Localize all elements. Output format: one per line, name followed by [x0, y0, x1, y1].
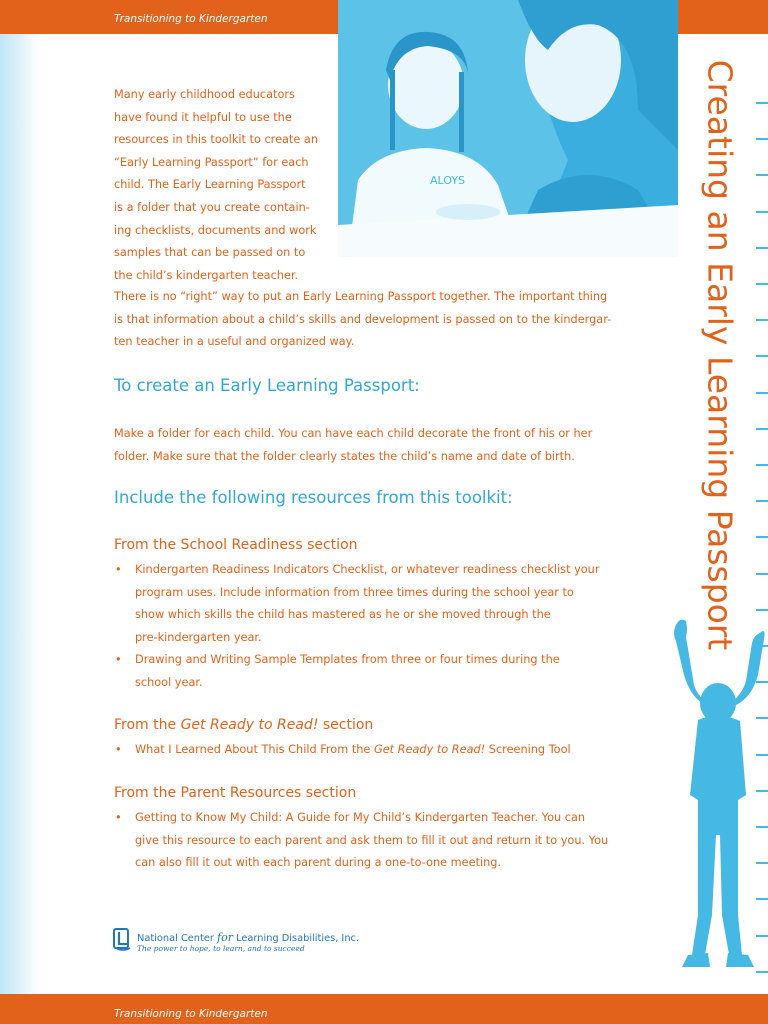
- side-title: Creating an Early Learning Passport: [700, 59, 740, 651]
- ncld-logo: [113, 926, 413, 956]
- parent-resources-list: [114, 807, 644, 875]
- text-line: the child’s kindergarten teacher.: [114, 268, 299, 282]
- text-line: school year.: [135, 675, 203, 689]
- get-ready-item-prefix: What I Learned About This Child From the: [135, 743, 374, 756]
- text-line: samples that can be passed on to: [114, 246, 306, 260]
- ruler-tick: [756, 283, 768, 285]
- ruler-tick: [756, 428, 768, 430]
- ruler-tick: [756, 138, 768, 140]
- list-item: [114, 807, 644, 875]
- text-line: show which skills the child has mastered as he or she moved through the: [135, 608, 551, 622]
- ruler-tick: [756, 102, 768, 104]
- ruler-tick: [756, 174, 768, 176]
- text-line: pre-kindergarten year.: [135, 630, 262, 644]
- ruler-tick: [756, 247, 768, 249]
- get-ready-heading: [114, 717, 373, 733]
- text-line: resources in this toolkit to create an: [114, 133, 318, 147]
- header-band-right: [678, 0, 768, 34]
- text-line: program uses. Include information from three times during the school year to: [135, 585, 574, 599]
- ncld-name: [137, 931, 359, 944]
- ruler-tick: [756, 319, 768, 321]
- text-line: have found it helpful to use the: [114, 110, 292, 124]
- get-ready-heading-italic: Get Ready to Read!: [180, 717, 319, 733]
- ncld-name-part1: National Center: [137, 933, 218, 944]
- photo-child-and-teacher: [338, 0, 678, 257]
- get-ready-item-suffix: Screening Tool: [485, 743, 571, 756]
- ncld-logo-icon: [113, 926, 133, 952]
- get-ready-item-italic: Get Ready to Read!: [373, 743, 486, 756]
- school-readiness-heading: From the School Readiness section: [114, 537, 358, 553]
- ruler-tick: [756, 573, 768, 575]
- left-gradient-bar: [0, 0, 38, 1024]
- ruler-tick: [756, 464, 768, 466]
- get-ready-heading-suffix: section: [318, 717, 374, 733]
- text-line: can also fill it out with each parent during a one-to-one meeting.: [135, 856, 502, 870]
- text-line: Make a folder for each child. You can have each child decorate the front of his or her: [114, 427, 593, 440]
- list-item: [114, 649, 644, 694]
- get-ready-list: [114, 739, 644, 762]
- ruler-tick: [756, 500, 768, 502]
- include-heading: Include the following resources from this toolkit:: [114, 488, 513, 507]
- header-title: Transitioning to Kindergarten: [114, 13, 268, 25]
- child-silhouette-icon: [668, 615, 768, 975]
- school-readiness-list: [114, 559, 644, 695]
- ruler-tick: [756, 536, 768, 538]
- text-line: give this resource to each parent and ask them to fill it out and return it to you. You: [135, 833, 609, 847]
- get-ready-heading-prefix: From the: [114, 717, 181, 733]
- ncld-name-for: for: [217, 931, 233, 944]
- intro-paragraph-wide: [114, 286, 654, 354]
- ruler-tick: [756, 392, 768, 394]
- list-item: [114, 739, 644, 762]
- footer-title: Transitioning to Kindergarten: [114, 1008, 268, 1020]
- ncld-name-part2: Learning Disabilities, Inc.: [232, 933, 360, 944]
- list-item: [114, 559, 644, 649]
- text-line: • Kindergarten Readiness Indicators Checklist, or whatever readiness checklist your: [135, 563, 600, 576]
- text-line: Many early childhood educators: [114, 88, 295, 101]
- text-line: is a folder that you create contain-: [114, 200, 310, 214]
- photo-illustration: [338, 0, 678, 257]
- text-line: • Getting to Know My Child: A Guide for My Child’s Kindergarten Teacher. You can: [135, 811, 586, 824]
- text-line: ten teacher in a useful and organized way.: [114, 335, 355, 349]
- text-line: is that information about a child’s skills and development is passed on to the kindergar-: [114, 312, 612, 326]
- create-paragraph: [114, 423, 634, 468]
- text-line: child. The Early Learning Passport: [114, 178, 306, 192]
- parent-resources-heading: From the Parent Resources section: [114, 785, 357, 801]
- text-line: • Drawing and Writing Sample Templates from three or four times during the: [135, 653, 560, 667]
- ruler-tick: [756, 355, 768, 357]
- create-heading: To create an Early Learning Passport:: [114, 376, 420, 395]
- text-line: There is no “right” way to put an Early Learning Passport together. The important thing: [114, 290, 608, 303]
- text-line: folder. Make sure that the folder clearly states the child’s name and date of birth.: [114, 449, 575, 463]
- ruler-tick: [756, 609, 768, 611]
- text-line: “Early Learning Passport” for each: [114, 155, 309, 169]
- ruler-tick: [756, 211, 768, 213]
- text-line: ing checklists, documents and work: [114, 223, 317, 237]
- intro-paragraph-narrow: [114, 84, 340, 287]
- ncld-tagline: The power to hope, to learn, and to succeed: [137, 944, 305, 953]
- svg-text:ALOYS: ALOYS: [430, 174, 466, 187]
